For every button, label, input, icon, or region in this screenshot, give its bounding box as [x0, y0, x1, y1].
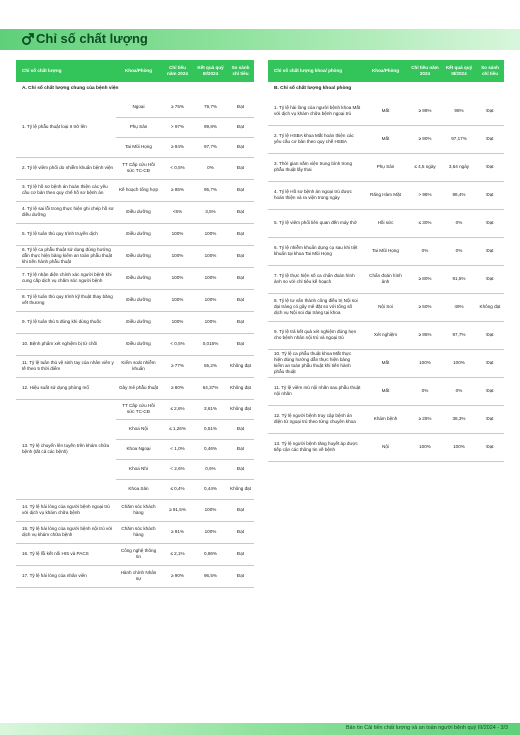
indicator-cell: 6. Tỷ lệ nhiễm khuẩn dụng cụ sau khi tiệt khuẩn tại khoa Tai Mũi Họng	[268, 237, 363, 265]
indicator-cell: 11. Tỷ lệ tuân thủ vệ sinh tay của nhân viên y tế theo 5 thời điểm	[16, 355, 116, 377]
target-cell: ≥ 90%	[161, 565, 194, 587]
result-cell: 100%	[194, 267, 227, 289]
result-cell: 97,17%	[442, 125, 476, 153]
dept-cell: Phụ Sản	[116, 117, 161, 137]
table-header-row	[16, 60, 254, 82]
section-title: A. Chỉ số chất lượng chung của bệnh viện	[22, 86, 119, 92]
compare-cell: Đạt	[227, 267, 254, 289]
compare-cell: Đạt	[476, 209, 504, 237]
result-cell: 0%	[442, 377, 476, 405]
table-row	[16, 543, 254, 565]
indicator-cell: 2. Tỷ lệ viêm phổi do nhiễm khuẩn bệnh viện	[16, 157, 116, 179]
result-cell: 3,61%	[194, 399, 227, 419]
target-cell: < 2,6%	[161, 459, 194, 479]
result-cell: 64,37%	[194, 377, 227, 399]
table-row	[268, 265, 504, 293]
dept-cell: Điều dưỡng	[116, 267, 161, 289]
result-cell: 3,5%	[194, 201, 227, 223]
compare-cell: Đạt	[476, 265, 504, 293]
result-cell: 0%	[442, 237, 476, 265]
target-cell: 100%	[408, 433, 442, 461]
table-row	[16, 311, 254, 333]
table-row	[268, 181, 504, 209]
compare-cell: Đạt	[227, 179, 254, 201]
col-target: Chỉ tiêu năm 2024	[161, 60, 194, 82]
indicator-cell: 13. Tỷ lệ chuyển lên tuyến trên khám chữa bệnh (tất cả các bệnh)	[16, 399, 116, 499]
col-result: Kết quả quý III/2024	[442, 60, 476, 82]
target-cell: < 0,5%	[161, 157, 194, 179]
col-target: Chỉ tiêu năm 2024	[408, 60, 442, 82]
result-cell: 0,016%	[194, 333, 227, 355]
target-cell: > 98%	[408, 181, 442, 209]
result-cell: 3,64 ngày	[442, 153, 476, 181]
indicator-cell: 13. Tỷ lệ người bệnh tăng huyết áp được tiếp cận các thông tin về bệnh	[268, 433, 363, 461]
table-row	[16, 355, 254, 377]
result-cell: 98%	[442, 97, 476, 125]
table-row	[268, 349, 504, 377]
compare-cell: Đạt	[227, 311, 254, 333]
dept-cell: Ngoại	[116, 97, 161, 117]
target-cell: ≥ 91,5%	[161, 499, 194, 521]
table-row	[16, 223, 254, 245]
result-cell: 100%	[442, 433, 476, 461]
target-cell: ≤ 30%	[408, 209, 442, 237]
target-cell: ≥ 80%	[161, 377, 194, 399]
compare-cell: Đạt	[227, 459, 254, 479]
target-cell: ≥ 75%	[161, 97, 194, 117]
compare-cell: Đạt	[476, 237, 504, 265]
indicator-cell: 10. Tỷ lệ ca phẫu thuật khoa Mắt thực hiện đúng hướng dẫn thực hiện bảng kiểm an toàn phẫu thuật khi tiến hành phẫu thuật	[268, 349, 363, 377]
compare-cell: Không đạt	[227, 377, 254, 399]
indicator-cell: 16. Tỷ lệ lỗi kết nối HIS và PACS	[16, 543, 116, 565]
indicator-cell: 7. Tỷ lệ thực hiện số ca chẩn đoán hình ảnh so với chỉ tiêu kế hoạch	[268, 265, 363, 293]
compare-cell: Đạt	[476, 153, 504, 181]
compare-cell: Đạt	[476, 97, 504, 125]
gender-male-icon	[21, 32, 35, 46]
indicator-cell: 6. Tỷ lệ ca phẫu thuật sử dụng đúng hướng dẫn thực hiện bảng kiểm an toàn phẫu thuật khi tiến hành phẫu thuật	[16, 245, 116, 267]
table-row	[268, 153, 504, 181]
compare-cell: Đạt	[227, 289, 254, 311]
col-indicator: Chỉ số chất lượng	[16, 60, 116, 82]
dept-cell: Điều dưỡng	[116, 223, 161, 245]
dept-cell: TT Cấp cứu Hồi sức TC-CĐ	[116, 399, 161, 419]
compare-cell: Đạt	[476, 181, 504, 209]
target-cell: 0%	[408, 377, 442, 405]
result-cell: 100%	[194, 289, 227, 311]
table-row	[16, 289, 254, 311]
target-cell: 0%	[408, 237, 442, 265]
dept-cell: Gây mê phẫu thuật	[116, 377, 161, 399]
indicator-cell: 1. Tỷ lệ hài lòng của người bệnh khoa Mắt với dịch vụ khám chữa bệnh ngoại trú	[268, 97, 363, 125]
table-row	[16, 267, 254, 289]
dept-cell: Hồi sức	[363, 209, 408, 237]
dept-cell: Điều dưỡng	[116, 333, 161, 355]
target-cell: ≥ 77%	[161, 355, 194, 377]
indicator-cell: 3. Tỷ lệ hồ sơ bệnh án hoàn thiện các yêu cầu cơ bản theo quy chế hồ sơ bệnh án	[16, 179, 116, 201]
table-row	[268, 209, 504, 237]
compare-cell: Không đạt	[227, 399, 254, 419]
compare-cell: Không đạt	[227, 355, 254, 377]
result-cell: 55,2%	[194, 355, 227, 377]
dept-cell: Tai Mũi Họng	[116, 137, 161, 157]
compare-cell: Đạt	[227, 157, 254, 179]
indicator-cell: 7. Tỷ lệ nhận diện chính xác người bệnh khi cung cấp dịch vụ chăm sóc người bệnh	[16, 267, 116, 289]
target-cell: <5%	[161, 201, 194, 223]
table-header-row	[268, 60, 504, 82]
compare-cell: Đạt	[227, 201, 254, 223]
section-title-row	[268, 82, 504, 97]
result-cell: 100%	[442, 349, 476, 377]
dept-cell: Khám bệnh	[363, 405, 408, 433]
dept-cell: Tai Mũi Họng	[363, 237, 408, 265]
table-row	[16, 521, 254, 543]
compare-cell: Đạt	[227, 97, 254, 117]
table-row	[16, 245, 254, 267]
dept-cell: Chăm sóc khách hàng	[116, 499, 161, 521]
dept-cell: Chăm sóc khách hàng	[116, 521, 161, 543]
indicator-cell: 5. Tỷ lệ tuân thủ quy trình truyền dịch	[16, 223, 116, 245]
compare-cell: Đạt	[227, 499, 254, 521]
target-cell: 100%	[408, 349, 442, 377]
dept-cell: Phụ Sản	[363, 153, 408, 181]
target-cell: ≥ 80%	[408, 265, 442, 293]
compare-cell: Đạt	[476, 321, 504, 349]
indicator-cell: 14. Tỷ lệ hài lòng của người bệnh ngoại trú với dịch vụ khám chữa bệnh	[16, 499, 116, 521]
indicator-cell: 11. Tỷ lệ viêm mủ nội nhãn sau phẫu thuật nội nhãn	[268, 377, 363, 405]
dept-cell: TT Cấp cứu Hồi sức TC-CĐ	[116, 157, 161, 179]
compare-cell: Không đạt	[227, 479, 254, 499]
section-title: B. Chỉ số chất lượng khoa/ phòng	[274, 86, 352, 92]
target-cell: 100%	[161, 311, 194, 333]
result-cell: 0,44%	[194, 479, 227, 499]
compare-cell: Không đạt	[476, 293, 504, 321]
quality-table-department	[268, 60, 504, 462]
target-cell: ≥ 25%	[408, 405, 442, 433]
col-dept: Khoa/Phòng	[116, 60, 161, 82]
compare-cell: Đạt	[227, 223, 254, 245]
indicator-cell: 4. Tỷ lệ sai lỗi trong thực hiện ghi chép hồ sơ điều dưỡng	[16, 201, 116, 223]
result-cell: 0,46%	[194, 439, 227, 459]
compare-cell: Đạt	[227, 245, 254, 267]
result-cell: 100%	[194, 311, 227, 333]
target-cell: ≥ 95%	[161, 179, 194, 201]
compare-cell: Đạt	[227, 333, 254, 355]
table-row	[268, 125, 504, 153]
result-cell: 38,3%	[442, 405, 476, 433]
indicator-cell: 1. Tỷ lệ phẫu thuật loại II trở lên	[16, 97, 116, 157]
compare-cell: Đạt	[227, 543, 254, 565]
target-cell: ≥ 94%	[161, 137, 194, 157]
dept-cell: Nội	[363, 433, 408, 461]
result-cell: 100%	[194, 223, 227, 245]
target-cell: 100%	[161, 245, 194, 267]
target-cell: ≥ 98%	[408, 97, 442, 125]
target-cell: ≤ 4,5 ngày	[408, 153, 442, 181]
indicator-cell: 15. Tỷ lệ hài lòng của người bệnh nội trú với dịch vụ khám chữa bệnh	[16, 521, 116, 543]
result-cell: 91,5%	[442, 265, 476, 293]
col-result: Kết quả quý III/2024	[194, 60, 227, 82]
target-cell: < 1,0%	[161, 439, 194, 459]
section-title-row	[16, 82, 254, 97]
table-row	[268, 433, 504, 461]
target-cell: ≥ 50%	[408, 293, 442, 321]
dept-cell: Khoa Nội	[116, 419, 161, 439]
dept-cell: Hành chính Nhân sự	[116, 565, 161, 587]
result-cell: 100%	[194, 521, 227, 543]
quality-table-general	[16, 60, 254, 588]
target-cell: 100%	[161, 267, 194, 289]
table-row	[16, 377, 254, 399]
result-cell: 100%	[194, 245, 227, 267]
indicator-cell: 8. Tỷ lệ tuân thủ quy trình kỹ thuật thay băng vết thương	[16, 289, 116, 311]
indicator-cell: 12. Tỷ lệ người bệnh truy cập bệnh án điện tử ngoại trú theo từng chuyên khoa	[268, 405, 363, 433]
target-cell: 100%	[161, 289, 194, 311]
dept-cell: Mắt	[363, 349, 408, 377]
dept-cell: Nội Soi	[363, 293, 408, 321]
table-row	[16, 179, 254, 201]
dept-cell: Kế hoạch tổng hợp	[116, 179, 161, 201]
compare-cell: Đạt	[227, 439, 254, 459]
indicator-cell: 8. Tỷ lệ tư vấn thành công điều trị Nội soi đại tràng có gây mê đặt so với tổng số dịch vụ Nội soi đại tràng tại khoa	[268, 293, 363, 321]
dept-cell: Điều dưỡng	[116, 201, 161, 223]
compare-cell: Đạt	[227, 137, 254, 157]
dept-cell: Khoa Sản	[116, 479, 161, 499]
indicator-cell: 4. Tỷ lệ Hồ sơ bệnh án ngoại trú được hoàn thiện và ra viện trong ngày	[268, 181, 363, 209]
compare-cell: Đạt	[227, 565, 254, 587]
dept-cell: Điều dưỡng	[116, 245, 161, 267]
result-cell: 96,5%	[194, 565, 227, 587]
table-row	[16, 97, 254, 117]
dept-cell: Điều dưỡng	[116, 289, 161, 311]
result-cell: 0%	[194, 157, 227, 179]
result-cell: 0,6%	[194, 459, 227, 479]
dept-cell: Công nghệ thông tin	[116, 543, 161, 565]
col-dept: Khoa/Phòng	[363, 60, 408, 82]
result-cell: 97,7%	[194, 137, 227, 157]
indicator-cell: 2. Tỷ lệ HSBA khoa Mắt hoàn thiện các yêu cầu cơ bản theo quy chế HSBA	[268, 125, 363, 153]
dept-cell: Mắt	[363, 125, 408, 153]
result-cell: 0,86%	[194, 543, 227, 565]
table-row	[268, 405, 504, 433]
target-cell: < 0,5%	[161, 333, 194, 355]
target-cell: ≤ 2,6%	[161, 399, 194, 419]
dept-cell: Điều dưỡng	[116, 311, 161, 333]
page-title: Chỉ số chất lượng	[36, 31, 148, 46]
dept-cell: Mắt	[363, 377, 408, 405]
table-row	[16, 499, 254, 521]
result-cell: 0%	[442, 209, 476, 237]
target-cell: ≥ 95%	[408, 321, 442, 349]
result-cell: 97,7%	[442, 321, 476, 349]
page-footer	[0, 723, 520, 735]
compare-cell: Đạt	[476, 125, 504, 153]
dept-cell: Răng Hàm Mặt	[363, 181, 408, 209]
dept-cell: Mắt	[363, 97, 408, 125]
indicator-cell: 12. Hiệu suất sử dụng phòng mổ	[16, 377, 116, 399]
table-row	[16, 201, 254, 223]
table-row	[16, 157, 254, 179]
col-indicator: Chỉ số chất lượng khoa/ phòng	[268, 60, 363, 82]
indicator-cell: 3. Thời gian nằm viện trung bình trong phẫu thuật lấy thai	[268, 153, 363, 181]
target-cell: ≥ 90%	[408, 125, 442, 153]
table-row	[16, 565, 254, 587]
col-compare: So sánh chỉ tiêu	[476, 60, 504, 82]
target-cell: ≤ 2,1%	[161, 543, 194, 565]
result-cell: 100%	[194, 499, 227, 521]
target-cell: ≤ 1,26%	[161, 419, 194, 439]
indicator-cell: 10. Bệnh phẩm xét nghiệm bị từ chối	[16, 333, 116, 355]
page-header	[0, 29, 520, 50]
dept-cell: Khoa Ngoại	[116, 439, 161, 459]
indicator-cell: 17. Tỷ lệ hài lòng của nhân viên	[16, 565, 116, 587]
table-row	[16, 399, 254, 419]
target-cell: 100%	[161, 223, 194, 245]
compare-cell: Đạt	[227, 117, 254, 137]
compare-cell: Đạt	[476, 405, 504, 433]
result-cell: 79,7%	[194, 97, 227, 117]
table-row	[268, 293, 504, 321]
table-row	[16, 333, 254, 355]
table-row	[268, 97, 504, 125]
dept-cell: Kiểm soát nhiễm khuẩn	[116, 355, 161, 377]
table-row	[268, 321, 504, 349]
target-cell: > 97%	[161, 117, 194, 137]
indicator-cell: 9. Tỷ lệ tuân thủ 5 đúng khi dùng thuốc	[16, 311, 116, 333]
compare-cell: Đạt	[476, 433, 504, 461]
indicator-cell: 5. Tỷ lệ viêm phổi liên quan đến máy thở	[268, 209, 363, 237]
result-cell: 99,8%	[194, 117, 227, 137]
compare-cell: Đạt	[227, 419, 254, 439]
compare-cell: Đạt	[227, 521, 254, 543]
result-cell: 0,51%	[194, 419, 227, 439]
dept-cell: Xét nghiệm	[363, 321, 408, 349]
compare-cell: Đạt	[476, 377, 504, 405]
col-compare: So sánh chỉ tiêu	[227, 60, 254, 82]
compare-cell: Đạt	[476, 349, 504, 377]
result-cell: 49%	[442, 293, 476, 321]
table-row	[268, 237, 504, 265]
result-cell: 98,4%	[442, 181, 476, 209]
indicator-cell: 9. Tỷ lệ trả kết quả xét nghiệm đúng hẹn cho bệnh nhân nội trú và ngoại trú	[268, 321, 363, 349]
target-cell: ≤ 0,4%	[161, 479, 194, 499]
dept-cell: Chẩn đoán hình ảnh	[363, 265, 408, 293]
result-cell: 95,7%	[194, 179, 227, 201]
target-cell: ≥ 91%	[161, 521, 194, 543]
table-row	[268, 377, 504, 405]
footer-text: Bản tin Cải tiến chất lượng và an toàn người bệnh quý III/2024 - 3/3	[345, 725, 508, 731]
dept-cell: Khoa Nhi	[116, 459, 161, 479]
